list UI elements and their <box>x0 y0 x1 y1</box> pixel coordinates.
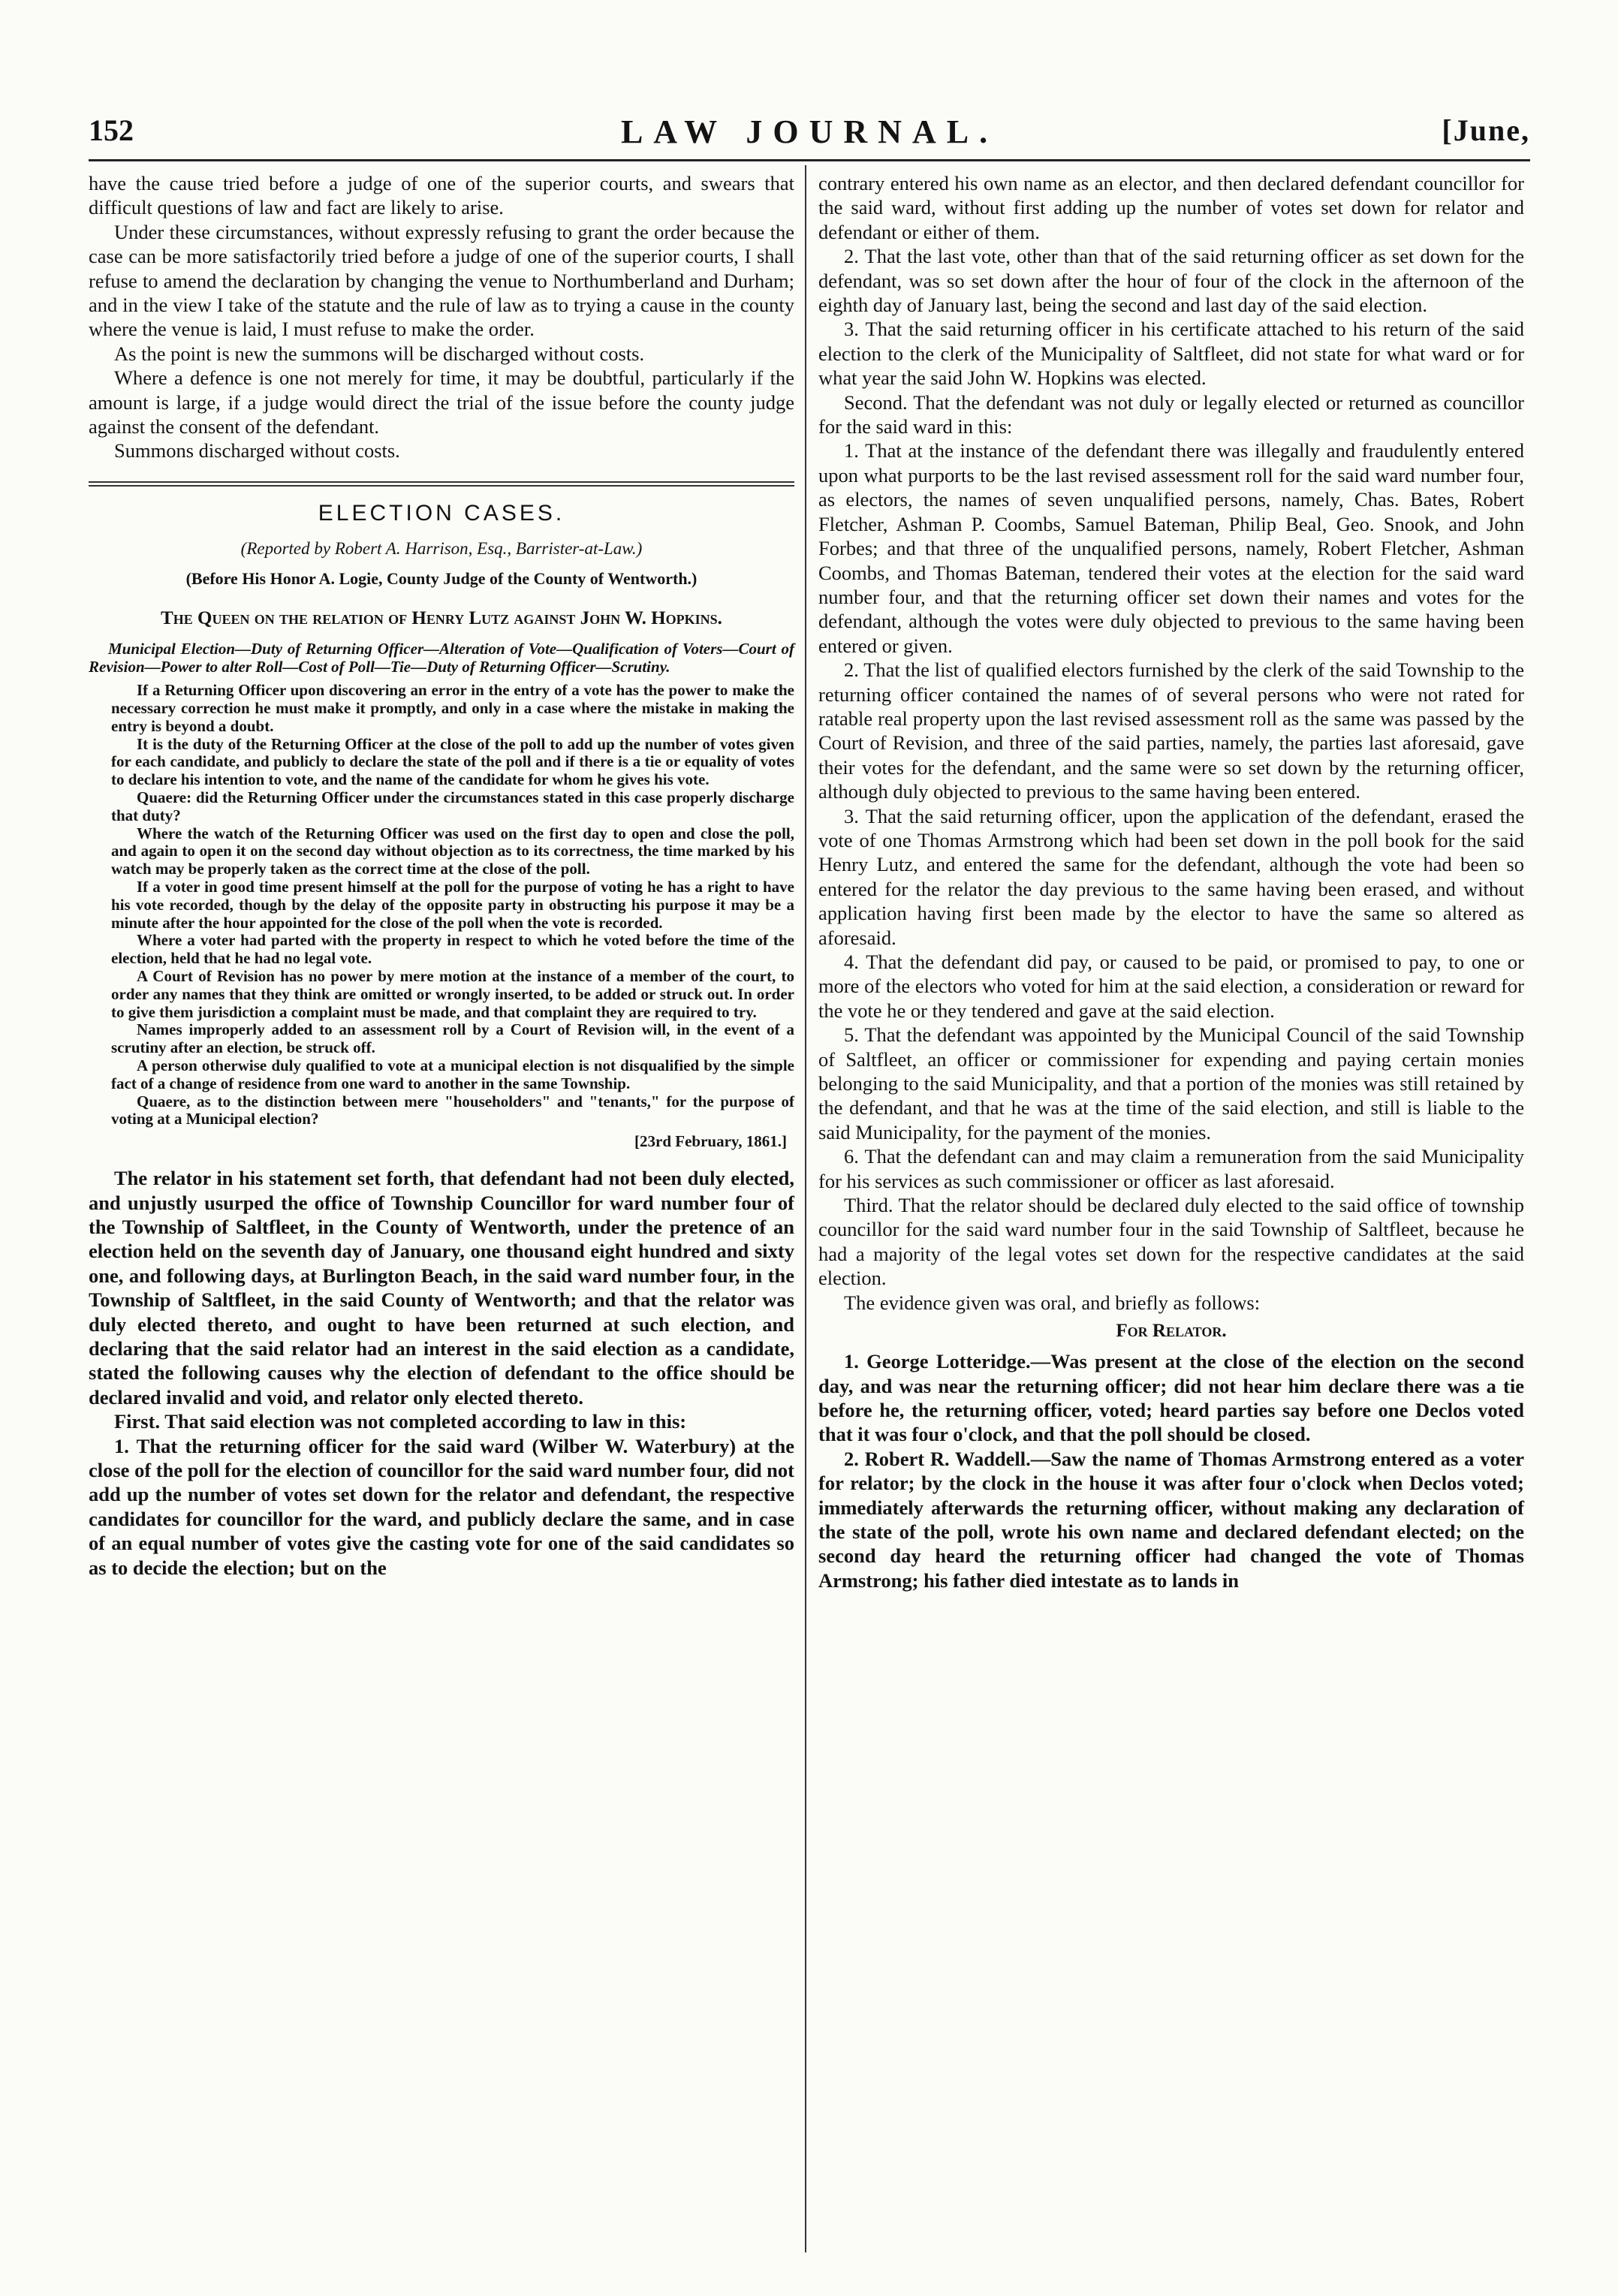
paragraph: Where a defence is one not merely for time, it may be doubtful, particularly if the amount is large, if a judge would direct the trial of the issue before the county judge against the consent of the defendant. <box>89 366 794 438</box>
headnote: It is the duty of the Returning Officer at the close of the poll to add up the number of votes given for each candidate, and publicly to declare the state of the poll and if there is a tie or equality of votes to declare his intention to vote, and the name of the candidate for whom he gives his vote. <box>111 734 794 789</box>
running-date: [June, <box>1442 113 1530 147</box>
paragraph: The relator in his statement set forth, that defendant had not been duly elected, and unjustly usurped the office of Township Councillor for ward number four of the Township of Saltfleet, in the County of Wentworth, under the pretence of an election held on the seventh day of January, one thousand eight hundred and sixty one, and following days, at Burlington Beach, in the said ward number four, in the Township of Saltfleet, in the said County of Wentworth; and that the relator was duly elected thereto, and ought to have been returned at such election, and declaring that the said relator had an interest in the said election as a candidate, stated the following causes why the election of defendant to the office should be declared invalid and void, and relator only elected thereto. <box>89 1167 794 1409</box>
paragraph: Second. That the defendant was not duly or legally elected or returned as councillor for the said ward in this: <box>818 390 1524 438</box>
paragraph: 2. That the list of qualified electors furnished by the clerk of the said Township to the returning officer contained the names of of several persons who were not rated for ratable real property upon the last revised assessment roll as the same was passed by the Court of Revision, and three of the said parties, namely, the parties last aforesaid, gave their votes for the defendant, and the same were so set down by the returning officer, although duly objected to previous to the same having been entered. <box>818 658 1524 803</box>
page-number: 152 <box>89 113 134 147</box>
paragraph: 1. That the returning officer for the said ward (Wilber W. Waterbury) at the close of the poll for the election of councillor for the said ward number four, did not add up the number of votes set down for the relator and defendant, the respective candidates for councillor for the ward, and publicly declare the same, and in case of an equal number of votes give the casting vote for one of the said candidates so as to decide the election; but on the <box>89 1434 794 1579</box>
headnote: A Court of Revision has no power by mere motion at the instance of a member of the court, to order any names that they think are omitted or wrongly inserted, to be added or struck out. In order to give them jurisdiction a complaint must be made, and that complaint they are required to try. <box>111 967 794 1021</box>
paragraph: 3. That the said returning officer, upon the application of the defendant, erased the vote of one Thomas Armstrong which had been set down in the poll book for the said Henry Lutz, and entered the same for the defendant, although the vote had been so entered for the relator the day previous to the same having been erased, and without application having first been made by the elector to have the same so altered as aforesaid. <box>818 804 1524 949</box>
subheading: For Relator. <box>1116 1321 1227 1342</box>
left-column <box>89 171 794 1580</box>
page-header <box>89 113 1530 158</box>
paragraph: 1. That at the instance of the defendant there was illegally and fraudulently entered upon what purports to be the last revised assessment roll for the said ward number four, as electors, the names of seven unqualified persons, namely, Chas. Bates, Robert Fletcher, Ashman P. Coombs, Samuel Bateman, Philip Beal, Geo. Snook, and John Forbes; and that three of the unqualified persons, namely, Robert Fletcher, Ashman Coombs, and Thomas Bateman, tendered their votes at the election for the said ward number four, and that the returning officer set down their names and votes for the defendant, although the votes were duly objected to previous to the same having been entered or given. <box>818 439 1524 657</box>
evidence-body <box>818 1349 1524 1592</box>
headnote: Quaere: did the Returning Officer under the circumstances stated in this case properly discharge that duty? <box>111 788 794 824</box>
paragraph: Third. That the relator should be declared duly elected to the said office of township councillor for the said ward number four in the said Township of Saltfleet, because he had a majority of the legal votes set down for the respective candidates at the said election. <box>818 1194 1524 1290</box>
paragraph: 4. That the defendant did pay, or caused to be paid, or promised to pay, to one or more of the electors who voted for him at the said election, a consideration or reward for the vote he or they tendered and gave at the said election. <box>818 951 1524 1022</box>
headnote: Quaere, as to the distinction between mere "householders" and "tenants," for the purpose of voting at a Municipal election? <box>111 1092 794 1128</box>
right-column <box>818 171 1524 1592</box>
headnote: Names improperly added to an assessment roll by a Court of Revision will, in the event of a scrutiny after an election, be struck off. <box>111 1020 794 1057</box>
decision-date: [23rd February, 1861.] <box>634 1132 787 1151</box>
case-name: The Queen on the relation of Henry Lutz against John W. Hopkins. <box>161 608 722 629</box>
paragraph: contrary entered his own name as an elector, and then declared defendant councillor for the said ward, without first adding up the number of votes set down for relator and defendant or either of them. <box>818 172 1524 243</box>
paragraph: Summons discharged without costs. <box>114 439 400 463</box>
paragraph: The evidence given was oral, and briefly as follows: <box>844 1291 1261 1314</box>
running-title: LAW JOURNAL. <box>620 113 999 150</box>
paragraph: First. That said election was not completed according to law in this: <box>114 1410 687 1433</box>
paragraph: have the cause tried before a judge of one of the superior courts, and swears that difficult questions of law and fact are likely to arise. <box>89 172 794 219</box>
headnote: Where a voter had parted with the property in respect to which he voted before the time of the election, held that he had no legal vote. <box>111 931 794 968</box>
reporter-line: (Reported by Robert A. Harrison, Esq., Barrister-at-Law.) <box>240 539 643 559</box>
headnote: Where the watch of the Returning Officer was used on the first day to open and close the poll, and again to open it on the second day without objection as to its correctness, the time marked by his watch may be properly taken as the correct time at the close of the poll. <box>111 824 794 878</box>
section-rule <box>89 481 794 487</box>
paragraph: 6. That the defendant can and may claim a remuneration from the said Municipality for his services as such commissioner or officer as last aforesaid. <box>818 1145 1524 1192</box>
headnote: If a Returning Officer upon discovering an error in the entry of a vote has the power to make the necessary correction he must make it promptly, and only in a case where the mistake in making the entry is beyond a doubt. <box>111 681 794 735</box>
headnote: A person otherwise duly qualified to vote at a municipal election is not disqualified by the simple fact of a change of residence from one ward to another in the same Township. <box>111 1056 794 1092</box>
court-line: (Before His Honor A. Logie, County Judge of the County of Wentworth.) <box>185 569 698 589</box>
paragraph: 2. That the last vote, other than that of the said returning officer as set down for the defendant, was so set down after the hour of four of the clock in the afternoon of the eighth day of January last, being the second and last day of the said election. <box>818 245 1524 317</box>
paragraph: 2. Robert R. Waddell.—Saw the name of Thomas Armstrong entered as a voter for relator; by the clock in the house it was after four o'clock when Declos voted; immediately afterwards the returning officer, without making any declaration of the state of the poll, wrote his own name and declared defendant elected; on the second day heard the returning officer had changed the vote of Thomas Armstrong; his father died intestate as to lands in <box>818 1447 1524 1592</box>
headnote: If a voter in good time present himself at the poll for the purpose of voting he has a right to have his vote recorded, though by the delay of the opposite party in obstructing his purpose it may be a minute after the hour appointed for the close of the poll when the vote is recorded. <box>111 878 794 932</box>
header-rule <box>89 159 1530 161</box>
case-body <box>89 1166 794 1580</box>
paragraph: 5. That the defendant was appointed by the Municipal Council of the said Township of Saltfleet, an officer or commissioner for expending and paying certain monies belonging to the said Municipality, and that a portion of the monies was still retained by the defendant, and that he was at the time of the said election, and still is liable to the said Municipality, for the payment of the monies. <box>818 1023 1524 1143</box>
paragraph: 3. That the said returning officer in his certificate attached to his return of the said election to the clerk of the Municipality of Saltfleet, did not state for what ward or for what year the said John W. Hopkins was elected. <box>818 318 1524 390</box>
section-heading: ELECTION CASES. <box>318 500 565 526</box>
paragraph: As the point is new the summons will be discharged without costs. <box>114 342 645 365</box>
headnote-subject: Municipal Election—Duty of Returning Officer—Alteration of Vote—Qualification of Voters—Court of Revision—Power to alter Roll—Cost of Poll—Tie—Duty of Returning Officer—Scrutiny. <box>89 640 794 676</box>
column-divider <box>805 165 806 2252</box>
paragraph: Under these circumstances, without expressly refusing to grant the order because the case can be more satisfactorily tried before a judge of one of the superior courts, I shall refuse to amend the declaration by changing the venue to Northumberland and Durham; and in the view I take of the statute and the rule of law as to trying a cause in the county where the venue is laid, I must refuse to make the order. <box>89 220 794 341</box>
paragraph: 1. George Lotteridge.—Was present at the close of the election on the second day, and was near the returning officer; did not hear him declare there was a tie before he, the returning officer, voted; heard parties say before one Declos voted that it was four o'clock, and that the poll should be closed. <box>818 1350 1524 1446</box>
